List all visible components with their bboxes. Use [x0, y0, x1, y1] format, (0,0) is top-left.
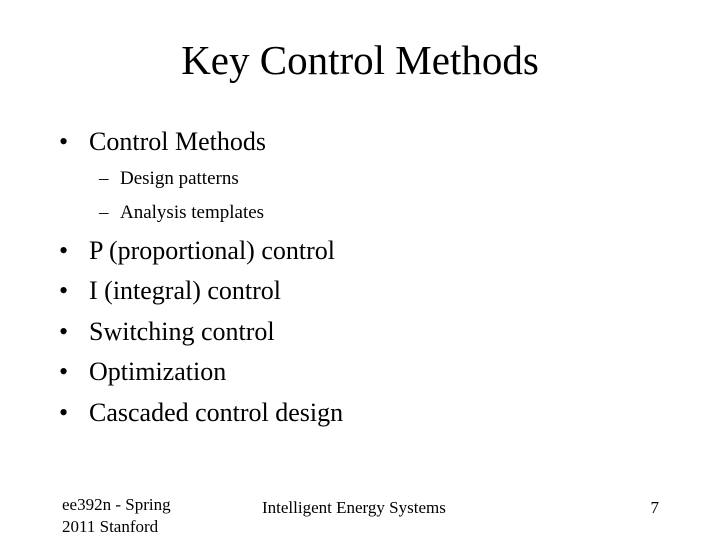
slide-title: Key Control Methods [181, 37, 539, 83]
bullet-marker: • [59, 357, 69, 386]
bullet-text: Control Methods [89, 127, 266, 156]
sub-item-marker: – [99, 168, 109, 189]
bullet-text: Switching control [89, 317, 275, 346]
bullet-marker: • [59, 398, 69, 427]
bullet-item-p-control [59, 235, 335, 267]
footer-page-number: 7 [650, 498, 659, 517]
sub-item-marker: – [99, 202, 109, 223]
bullet-item-i-control [59, 275, 281, 307]
sub-item-text: Design patterns [120, 168, 239, 189]
sub-item-analysis-templates [99, 201, 264, 225]
sub-item-text: Analysis templates [120, 202, 265, 223]
bullet-marker: • [59, 236, 69, 265]
bullet-item-switching-control [59, 316, 275, 348]
bullet-text: Optimization [89, 357, 227, 386]
footer-course-line-1: ee392n - Spring [62, 495, 171, 514]
sub-item-design-patterns [99, 167, 239, 191]
bullet-item-control-methods [59, 126, 266, 158]
footer-course-info [62, 494, 212, 538]
footer-course-title: Intelligent Energy Systems [262, 498, 446, 517]
bullet-text: I (integral) control [89, 276, 282, 305]
bullet-marker: • [59, 127, 69, 156]
bullet-text: Cascaded control design [89, 398, 344, 427]
footer-course-line-2: 2011 Stanford [62, 517, 159, 536]
bullet-marker: • [59, 276, 69, 305]
bullet-item-cascaded-control-design [59, 397, 343, 429]
bullet-item-optimization [59, 356, 226, 388]
bullet-marker: • [59, 317, 69, 346]
bullet-text: P (proportional) control [89, 236, 335, 265]
